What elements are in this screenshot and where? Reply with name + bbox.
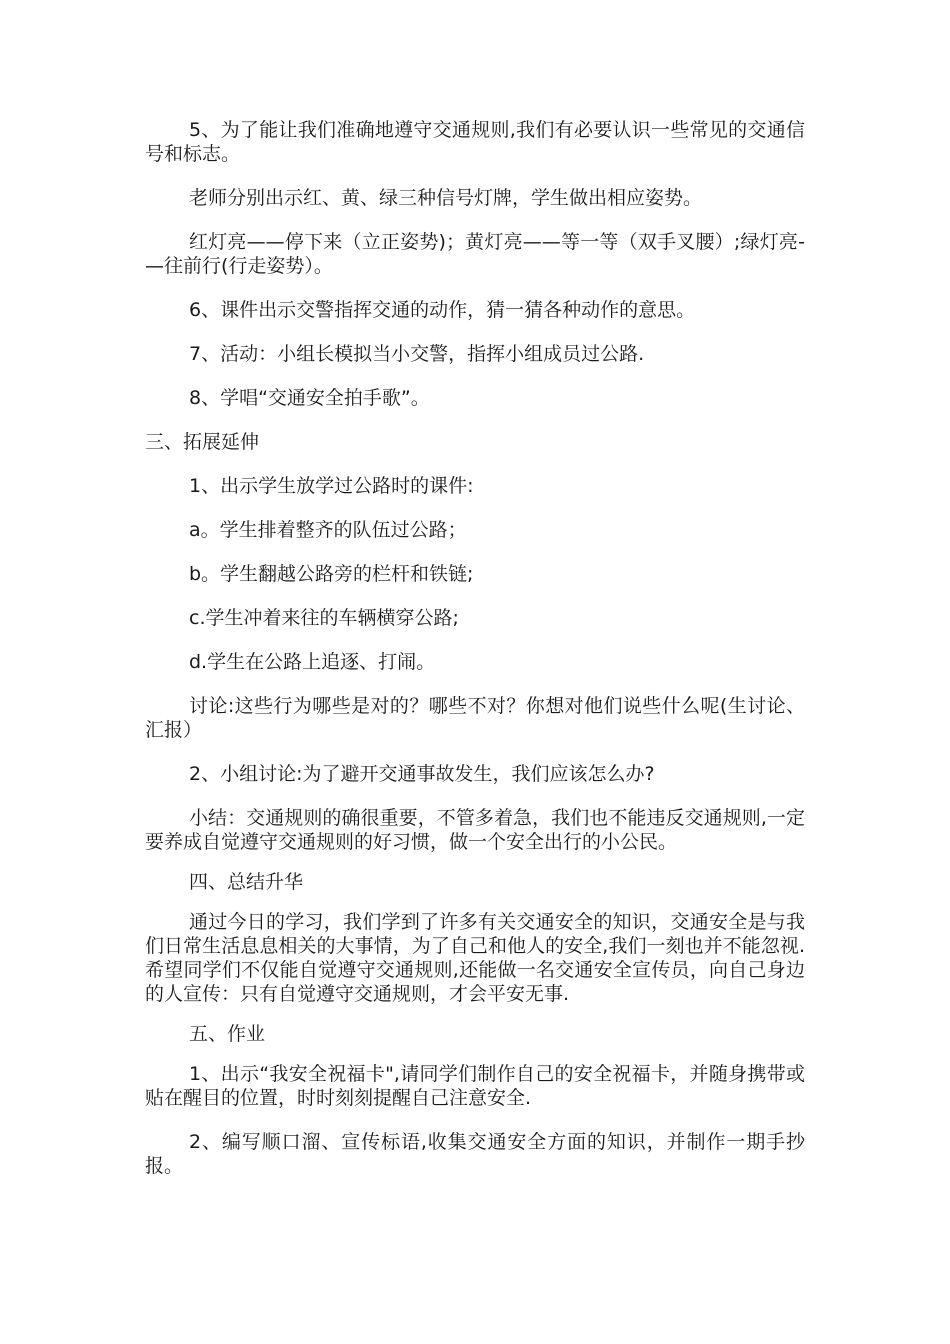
paragraph-signal-cards: 老师分别出示红、黄、绿三种信号灯牌，学生做出相应姿势。 xyxy=(189,187,703,209)
section-heading-extension: 三、拓展延伸 xyxy=(145,431,260,453)
list-item-c: c.学生冲着来往的车辆横穿公路; xyxy=(189,607,459,629)
paragraph-discussion: 讨论:这些行为哪些是对的？哪些不对？你想对他们说些什么呢(生讨论、汇报） xyxy=(145,695,805,741)
list-item-a: a。学生排着整齐的队伍过公路； xyxy=(189,519,467,541)
paragraph-song: 8、学唱“交通安全拍手歌”。 xyxy=(189,387,430,409)
paragraph-police-gestures: 6、课件出示交警指挥交通的动作，猜一猜各种动作的意思。 xyxy=(189,299,696,321)
paragraph-summary: 小结：交通规则的确很重要，不管多着急，我们也不能违反交通规则,一定要养成自觉遵守交通规则的好习惯，做一个安全出行的小公民。 xyxy=(145,807,805,853)
list-item-d: d.学生在公路上追逐、打闹。 xyxy=(189,651,436,673)
paragraph-light-postures: 红灯亮——停下来（立正姿势)；黄灯亮——等一等（双手叉腰）;绿灯亮-—往前行(行走姿势）。 xyxy=(145,231,805,277)
paragraph-group-discussion: 2、小组讨论:为了避开交通事故发生，我们应该怎么办? xyxy=(189,763,655,785)
paragraph-courseware: 1、出示学生放学过公路时的课件: xyxy=(189,475,474,497)
document-page xyxy=(145,118,805,1198)
paragraph-homework-1: 1、出示“我安全祝福卡",请同学们制作自己的安全祝福卡，并随身携带或贴在醒目的位置，时时刻刻提醒自己注意安全. xyxy=(145,1063,805,1109)
paragraph-conclusion: 通过今日的学习，我们学到了许多有关交通安全的知识，交通安全是与我们日常生活息息相关的大事情，为了自己和他人的安全,我们一刻也并不能忽视.希望同学们不仅能自觉遵守交通规则,还能做一名交通安全宣传员，向自己身边的人宣传：只有自觉遵守交通规则，才会平安无事. xyxy=(145,911,805,1005)
paragraph-homework-2: 2、编写顺口溜、宣传标语,收集交通安全方面的知识，并制作一期手抄报。 xyxy=(145,1131,805,1177)
paragraph-traffic-signals-intro: 5、为了能让我们准确地遵守交通规则,我们有必要认识一些常见的交通信号和标志。 xyxy=(145,119,805,165)
paragraph-activity: 7、活动：小组长模拟当小交警，指挥小组成员过公路. xyxy=(189,343,645,365)
section-heading-conclusion: 四、总结升华 xyxy=(189,871,304,893)
section-heading-homework: 五、作业 xyxy=(189,1023,266,1045)
list-item-b: b。学生翻越公路旁的栏杆和铁链; xyxy=(189,563,474,585)
